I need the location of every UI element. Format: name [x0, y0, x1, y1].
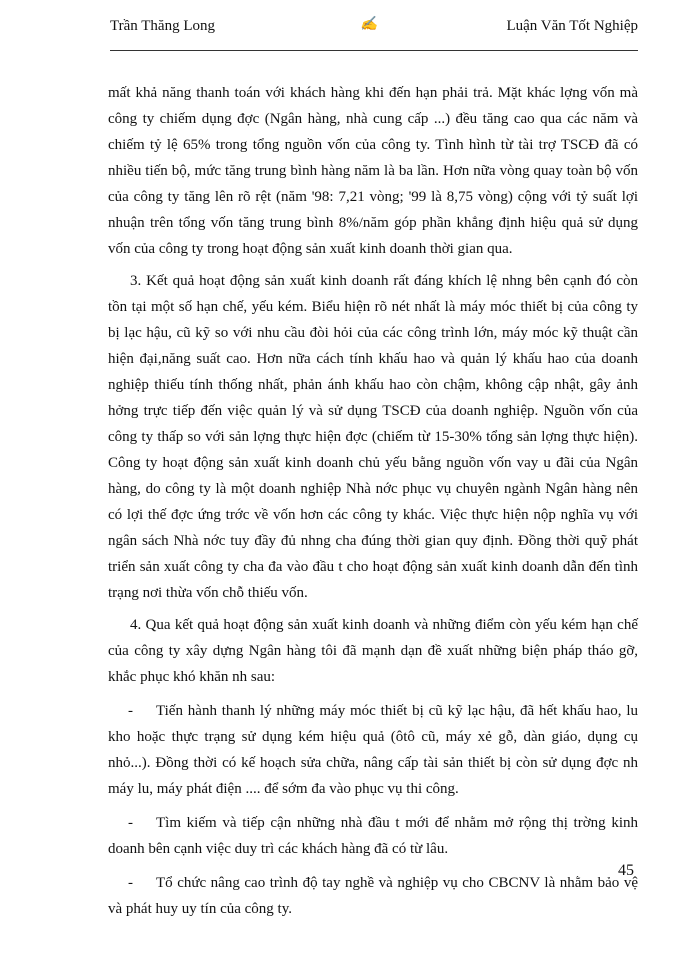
page-number: 45: [618, 862, 634, 879]
bullet-marker: -: [128, 703, 133, 719]
header-title: Luận Văn Tốt Nghiệp: [506, 18, 638, 34]
paragraph-3: 4. Qua kết quả hoạt động sản xuất kinh doanh và những điểm còn yếu kém hạn chế của công ty xây dựng Ngân hàng tôi đã mạnh dạn đề xuất những biện pháp tháo gỡ, khắc phục khó khăn nh sau:: [108, 617, 638, 685]
bullet-text: Tìm kiếm và tiếp cận những nhà đầu t mới để nhằm mở rộng thị trờng kinh doanh bên cạnh việc duy trì các khách hàng đã có từ lâu.: [108, 815, 638, 857]
bullet-text: Tiến hành thanh lý những máy móc thiết bị cũ kỹ lạc hậu, đã hết khấu hao, lu kho hoặc thực trạng sử dụng kém hiệu quả (ôtô cũ, máy xẻ gỗ, dàn giáo, dụng cụ nhỏ...). Đồng thời có kế hoạch sửa chữa, nâng cấp tài sản thiết bị còn sử dụng đợc nh máy lu, máy phát điện .... để sớm đa vào phục vụ thi công.: [108, 703, 638, 797]
bullet-item-3: [108, 870, 638, 922]
quill-icon: ✍: [360, 17, 378, 32]
paragraph-1: mất khả năng thanh toán với khách hàng khi đến hạn phải trả. Mặt khác lợng vốn mà công ty chiếm dụng đợc (Ngân hàng, nhà cung cấp ...) đều tăng cao qua các năm và chiếm tỷ lệ 65% trong tổng nguồn vốn của công ty. Tình hình từ tài trợ TSCĐ đã có nhiều tiến bộ, mức tăng trung bình hàng năm là ba lần. Hơn nữa vòng quay toàn bộ vốn của công ty tăng lên rõ rệt (năm '98: 7,21 vòng; '99 là 8,75 vòng) cộng với tỷ suất lợi nhuận trên tổng vốn tăng trung bình 8%/năm góp phần khẳng định hiệu quả sử dụng vốn của công ty trong hoạt động sản xuất kinh doanh thời gian qua.: [108, 85, 638, 257]
header-author: Trần Thăng Long: [110, 18, 215, 34]
page-header: [110, 18, 638, 78]
bullet-text: Tổ chức nâng cao trình độ tay nghề và nghiệp vụ cho CBCNV là nhằm bảo vệ và phát huy uy tín của công ty.: [108, 875, 638, 917]
bullet-item-2: [108, 810, 638, 862]
paragraph-2: 3. Kết quả hoạt động sản xuất kinh doanh rất đáng khích lệ nhng bên cạnh đó còn tồn tại một số hạn chế, yếu kém. Biểu hiện rõ nét nhất là máy móc thiết bị của công ty bị lạc hậu, cũ kỹ so với nhu cầu đòi hỏi của các công trình lớn, máy móc kỹ thuật cần hiện đại,năng suất cao. Hơn nữa cách tính khấu hao và quản lý khấu hao của doanh nghiệp thiếu tính thống nhất, phản ánh khấu hao còn chậm, không cập nhật, gây ảnh hởng trực tiếp đến việc quản lý và sử dụng TSCĐ của doanh nghiệp. Nguồn vốn của công ty thấp so với sản lợng thực hiện đợc (chiếm từ 15-30% tổng sản lợng thực hiện). Công ty hoạt động sản xuất kinh doanh chủ yếu bằng nguồn vốn vay u đãi của Ngân hàng, do công ty là một doanh nghiệp Nhà nớc phục vụ chuyên ngành Ngân hàng nên có lợi thế đợc ứng trớc về vốn hơn các công ty khác. Việc thực hiện nộp nghĩa vụ với ngân sách Nhà nớc tuy đầy đủ nhng cha đúng thời gian quy định. Đồng thời quỹ phát triển sản xuất công ty cha đa vào đầu t cho hoạt động sản xuất kinh doanh dẫn đến tình trạng nơi thừa vốn chỗ thiếu vốn.: [108, 273, 638, 601]
header-rule: [110, 50, 638, 51]
page-body: [108, 80, 638, 928]
bullet-item-1: [108, 698, 638, 802]
bullet-marker: -: [128, 875, 133, 891]
bullet-marker: -: [128, 815, 133, 831]
